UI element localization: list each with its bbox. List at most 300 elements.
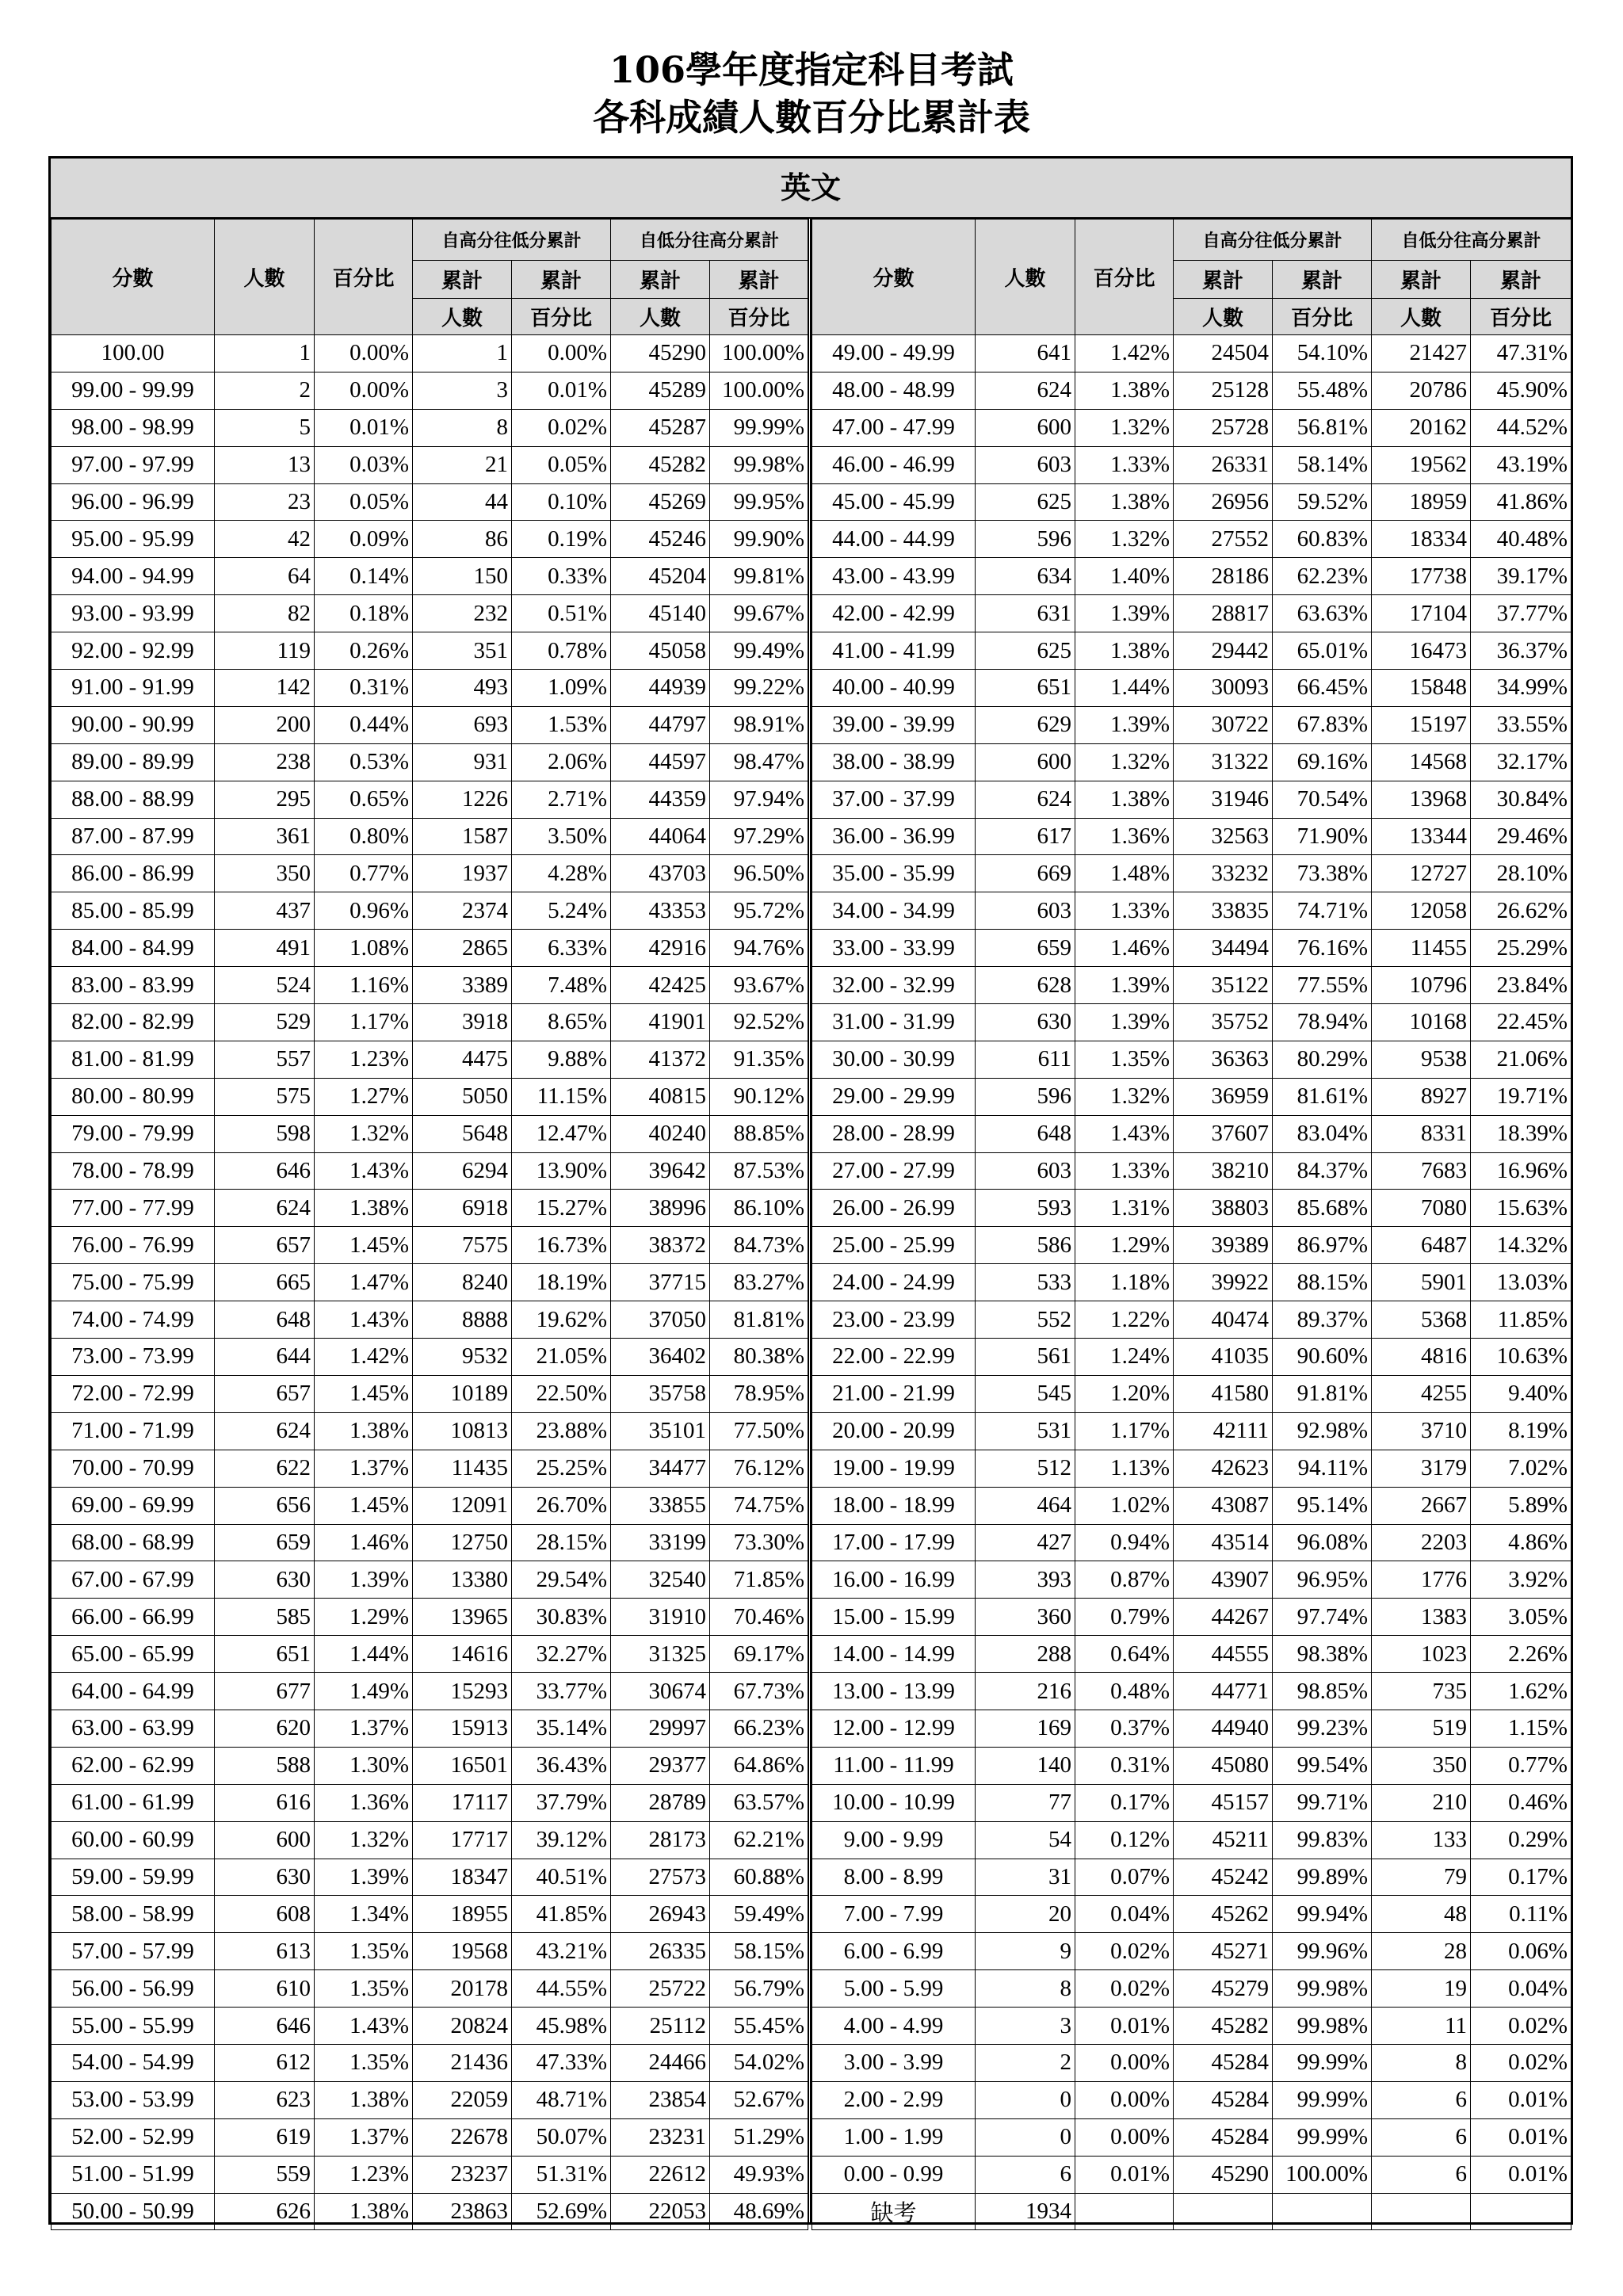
header-cum-count: 人數 [413, 299, 512, 335]
cell-count: 437 [215, 892, 315, 930]
header-cum: 累計 [611, 261, 710, 299]
cell-cum-count-low: 43353 [611, 892, 710, 930]
cell-percent: 1.38% [1075, 632, 1174, 670]
cell-cum-percent-low: 0.11% [1471, 1896, 1571, 1933]
table-row [52, 1784, 808, 1821]
cell-cum-count-high: 31946 [1174, 781, 1273, 818]
cell-cum-count-high: 35122 [1174, 967, 1273, 1004]
cell-cum-percent-high: 73.38% [1273, 855, 1372, 892]
cell-score: 91.00 - 91.99 [52, 670, 215, 707]
cell-cum-percent-low: 54.02% [710, 2044, 808, 2081]
cell-percent: 1.35% [1075, 1041, 1174, 1078]
left-table [51, 219, 808, 2230]
cell-cum-percent-low: 3.92% [1471, 1561, 1571, 1599]
cell-cum-count-low: 40240 [611, 1115, 710, 1152]
cell-cum-percent-low: 2.26% [1471, 1636, 1571, 1673]
cell-count: 393 [976, 1561, 1075, 1599]
table-row [812, 1599, 1571, 1636]
cell-percent: 1.40% [1075, 558, 1174, 595]
cell-percent: 1.17% [1075, 1412, 1174, 1450]
table-row [52, 781, 808, 818]
header-cum: 累計 [710, 261, 808, 299]
cell-count: 533 [976, 1264, 1075, 1301]
cell-cum-percent-high: 91.81% [1273, 1375, 1372, 1412]
cell-cum-count-high: 26331 [1174, 446, 1273, 483]
cell-cum-percent-low: 74.75% [710, 1487, 808, 1524]
header-cum: 累計 [1372, 261, 1471, 299]
cell-cum-percent-low: 94.76% [710, 930, 808, 967]
cell-cum-count-low: 42425 [611, 967, 710, 1004]
cell-cum-count-low: 20786 [1372, 372, 1471, 409]
cell-cum-count-low: 29377 [611, 1747, 710, 1784]
cell-cum-count-low: 18959 [1372, 483, 1471, 521]
cell-cum-percent-high: 0.00% [512, 335, 611, 372]
cell-score: 82.00 - 82.99 [52, 1004, 215, 1041]
cell-cum-percent-low: 84.73% [710, 1227, 808, 1264]
cell-percent: 0.80% [315, 818, 413, 855]
cell-cum-percent-low: 67.73% [710, 1673, 808, 1710]
cell-cum-percent-high: 8.65% [512, 1004, 611, 1041]
cell-cum-percent-low: 16.96% [1471, 1152, 1571, 1190]
cell-cum-percent-high: 99.94% [1273, 1896, 1372, 1933]
cell-percent: 0.14% [315, 558, 413, 595]
cell-cum-percent-low: 41.86% [1471, 483, 1571, 521]
cell-cum-count-low: 20162 [1372, 409, 1471, 446]
cell-score: 32.00 - 32.99 [812, 967, 976, 1004]
table-row [52, 2118, 808, 2156]
cell-cum-percent-high: 98.38% [1273, 1636, 1372, 1673]
cell-cum-count-high: 45271 [1174, 1933, 1273, 1970]
cell-cum-percent-low: 13.03% [1471, 1264, 1571, 1301]
cell-percent: 0.05% [315, 483, 413, 521]
cell-cum-count-high: 21436 [413, 2044, 512, 2081]
cell-percent: 1.33% [1075, 892, 1174, 930]
cell-cum-count-low: 6 [1372, 2118, 1471, 2156]
cell-cum-percent-high: 99.98% [1273, 1970, 1372, 2008]
cell-cum-percent-low [1471, 2193, 1571, 2230]
cell-count: 531 [976, 1412, 1075, 1450]
table-row [52, 632, 808, 670]
cell-cum-count-low: 11 [1372, 2008, 1471, 2045]
cell-cum-percent-low: 99.49% [710, 632, 808, 670]
cell-cum-count-high: 45284 [1174, 2118, 1273, 2156]
table-row [52, 1636, 808, 1673]
cell-score: 23.00 - 23.99 [812, 1301, 976, 1339]
table-row [52, 1487, 808, 1524]
cell-cum-percent-low: 70.46% [710, 1599, 808, 1636]
table-row [812, 1561, 1571, 1599]
cell-score: 95.00 - 95.99 [52, 521, 215, 558]
cell-score: 71.00 - 71.99 [52, 1412, 215, 1450]
cell-cum-percent-high: 0.19% [512, 521, 611, 558]
cell-cum-count-high: 45279 [1174, 1970, 1273, 2008]
table-row [812, 2118, 1571, 2156]
cell-cum-percent-high: 2.71% [512, 781, 611, 818]
header-cum: 累計 [1273, 261, 1372, 299]
table-row [52, 1450, 808, 1487]
cell-cum-percent-low: 4.86% [1471, 1524, 1571, 1561]
cell-cum-count-low: 41901 [611, 1004, 710, 1041]
cell-score: 35.00 - 35.99 [812, 855, 976, 892]
cell-cum-percent-low: 32.17% [1471, 743, 1571, 781]
cell-cum-percent-low: 63.57% [710, 1784, 808, 1821]
cell-cum-percent-high: 45.98% [512, 2008, 611, 2045]
header-low-to-high: 自低分往高分累計 [1372, 220, 1571, 261]
cell-score: 85.00 - 85.99 [52, 892, 215, 930]
table-row [812, 855, 1571, 892]
cell-cum-percent-high: 92.98% [1273, 1412, 1372, 1450]
cell-cum-count-low: 19562 [1372, 446, 1471, 483]
table-row [812, 1375, 1571, 1412]
cell-cum-count-high: 16501 [413, 1747, 512, 1784]
cell-cum-percent-high: 29.54% [512, 1561, 611, 1599]
cell-cum-count-low: 210 [1372, 1784, 1471, 1821]
cell-score: 47.00 - 47.99 [812, 409, 976, 446]
cell-cum-percent-high: 37.79% [512, 1784, 611, 1821]
cell-cum-count-high: 6918 [413, 1190, 512, 1227]
cell-score: 86.00 - 86.99 [52, 855, 215, 892]
cell-cum-percent-low: 58.15% [710, 1933, 808, 1970]
cell-percent: 1.38% [1075, 483, 1174, 521]
table-row [52, 1747, 808, 1784]
cell-cum-count-low: 45269 [611, 483, 710, 521]
cell-percent: 1.08% [315, 930, 413, 967]
cell-cum-percent-low: 96.50% [710, 855, 808, 892]
cell-cum-percent-low: 14.32% [1471, 1227, 1571, 1264]
cell-count: 54 [976, 1821, 1075, 1859]
cell-percent: 1.36% [1075, 818, 1174, 855]
cell-cum-count-low: 15848 [1372, 670, 1471, 707]
cell-count: 644 [215, 1339, 315, 1376]
table-row [812, 1450, 1571, 1487]
cell-score: 14.00 - 14.99 [812, 1636, 976, 1673]
table-row [52, 1561, 808, 1599]
cell-cum-percent-high: 22.50% [512, 1375, 611, 1412]
cell-percent: 0.31% [315, 670, 413, 707]
cell-score: 68.00 - 68.99 [52, 1524, 215, 1561]
cell-cum-count-low: 31325 [611, 1636, 710, 1673]
cell-cum-count-high: 30722 [1174, 706, 1273, 743]
cell-cum-count-low: 6 [1372, 2081, 1471, 2118]
cell-cum-count-high: 43907 [1174, 1561, 1273, 1599]
cell-score: 84.00 - 84.99 [52, 930, 215, 967]
cell-percent: 1.38% [1075, 372, 1174, 409]
cell-cum-count-low: 11455 [1372, 930, 1471, 967]
cell-score: 26.00 - 26.99 [812, 1190, 976, 1227]
cell-score: 15.00 - 15.99 [812, 1599, 976, 1636]
cell-cum-percent-high: 4.28% [512, 855, 611, 892]
cell-count: 617 [976, 818, 1075, 855]
cell-cum-percent-high: 36.43% [512, 1747, 611, 1784]
cell-cum-count-low: 8331 [1372, 1115, 1471, 1152]
cell-cum-percent-high: 99.89% [1273, 1859, 1372, 1896]
table-row [812, 1524, 1571, 1561]
cell-cum-count-high: 36363 [1174, 1041, 1273, 1078]
cell-cum-count-high: 45080 [1174, 1747, 1273, 1784]
table-row [812, 1152, 1571, 1190]
cell-score: 87.00 - 87.99 [52, 818, 215, 855]
cell-percent: 1.32% [1075, 1078, 1174, 1115]
cell-cum-percent-low: 90.12% [710, 1078, 808, 1115]
table-row [52, 743, 808, 781]
subject-heading: 英文 [51, 159, 1571, 219]
cell-cum-percent-high: 55.48% [1273, 372, 1372, 409]
cell-cum-percent-low: 1.62% [1471, 1673, 1571, 1710]
cell-cum-percent-low: 3.05% [1471, 1599, 1571, 1636]
table-row [52, 1004, 808, 1041]
cell-cum-count-high: 44940 [1174, 1710, 1273, 1747]
cell-count: 631 [976, 595, 1075, 632]
table-row [812, 930, 1571, 967]
cell-count: 0 [976, 2118, 1075, 2156]
cell-percent: 1.46% [1075, 930, 1174, 967]
cell-score: 49.00 - 49.99 [812, 335, 976, 372]
cell-cum-percent-low: 81.81% [710, 1301, 808, 1339]
cell-cum-percent-low: 28.10% [1471, 855, 1571, 892]
table-row [812, 2193, 1571, 2230]
table-row [52, 2156, 808, 2193]
cell-cum-count-low: 39642 [611, 1152, 710, 1190]
cell-cum-count-low: 2203 [1372, 1524, 1471, 1561]
cell-percent: 0.96% [315, 892, 413, 930]
cell-cum-percent-low: 60.88% [710, 1859, 808, 1896]
cell-percent: 1.23% [315, 1041, 413, 1078]
cell-cum-percent-high: 2.06% [512, 743, 611, 781]
cell-cum-percent-high: 99.83% [1273, 1821, 1372, 1859]
cell-score: 57.00 - 57.99 [52, 1933, 215, 1970]
cell-cum-count-low: 37050 [611, 1301, 710, 1339]
cell-cum-count-high: 45284 [1174, 2081, 1273, 2118]
cell-cum-percent-high: 32.27% [512, 1636, 611, 1673]
cell-cum-count-high: 36959 [1174, 1078, 1273, 1115]
table-row [812, 670, 1571, 707]
cell-count: 623 [215, 2081, 315, 2118]
cell-cum-percent-high: 28.15% [512, 1524, 611, 1561]
cell-cum-percent-high: 88.15% [1273, 1264, 1372, 1301]
cell-count: 464 [976, 1487, 1075, 1524]
cell-cum-count-low: 24466 [611, 2044, 710, 2081]
cell-percent: 1.43% [315, 2008, 413, 2045]
table-row [812, 706, 1571, 743]
cell-score: 92.00 - 92.99 [52, 632, 215, 670]
cell-cum-percent-high: 9.88% [512, 1041, 611, 1078]
cell-cum-percent-low: 0.17% [1471, 1859, 1571, 1896]
cell-percent: 1.36% [315, 1784, 413, 1821]
cell-percent: 0.00% [315, 372, 413, 409]
cell-count: 648 [976, 1115, 1075, 1152]
cell-count: 238 [215, 743, 315, 781]
cell-cum-percent-high: 99.99% [1273, 2044, 1372, 2081]
cell-cum-count-low: 45204 [611, 558, 710, 595]
cell-percent: 1.39% [315, 1561, 413, 1599]
cell-cum-percent-low: 1.15% [1471, 1710, 1571, 1747]
cell-score: 6.00 - 6.99 [812, 1933, 976, 1970]
cell-cum-percent-low: 0.06% [1471, 1933, 1571, 1970]
cell-percent: 0.37% [1075, 1710, 1174, 1747]
cell-percent: 0.00% [1075, 2044, 1174, 2081]
cell-cum-percent-high: 54.10% [1273, 335, 1372, 372]
cell-cum-percent-low: 99.99% [710, 409, 808, 446]
cell-cum-count-high: 1937 [413, 855, 512, 892]
cell-cum-count-low: 17738 [1372, 558, 1471, 595]
cell-count: 529 [215, 1004, 315, 1041]
table-row [812, 1859, 1571, 1896]
cell-score: 缺考 [812, 2193, 976, 2230]
table-row [812, 1636, 1571, 1673]
cell-score: 2.00 - 2.99 [812, 2081, 976, 2118]
cell-score: 13.00 - 13.99 [812, 1673, 976, 1710]
cell-count: 9 [976, 1933, 1075, 1970]
cell-score: 29.00 - 29.99 [812, 1078, 976, 1115]
cell-cum-percent-high: 6.33% [512, 930, 611, 967]
cell-cum-percent-low: 34.99% [1471, 670, 1571, 707]
cell-cum-count-high: 31322 [1174, 743, 1273, 781]
cell-percent: 0.04% [1075, 1896, 1174, 1933]
cell-cum-percent-high: 19.62% [512, 1301, 611, 1339]
cell-cum-count-low: 45287 [611, 409, 710, 446]
table-row [812, 2044, 1571, 2081]
cell-cum-count-low: 48 [1372, 1896, 1471, 1933]
cell-cum-percent-high: 23.88% [512, 1412, 611, 1450]
cell-percent: 0.17% [1075, 1784, 1174, 1821]
cell-count: 64 [215, 558, 315, 595]
cell-score: 76.00 - 76.99 [52, 1227, 215, 1264]
cell-cum-percent-low: 0.02% [1471, 2008, 1571, 2045]
cell-cum-percent-low: 98.47% [710, 743, 808, 781]
cell-percent: 1.35% [315, 1933, 413, 1970]
cell-score: 43.00 - 43.99 [812, 558, 976, 595]
cell-cum-percent-high: 52.69% [512, 2193, 611, 2230]
cell-cum-percent-low: 21.06% [1471, 1041, 1571, 1078]
cell-count: 596 [976, 521, 1075, 558]
table-row [812, 1487, 1571, 1524]
cell-score: 52.00 - 52.99 [52, 2118, 215, 2156]
cell-cum-count-high: 38210 [1174, 1152, 1273, 1190]
cell-cum-percent-high: 98.85% [1273, 1673, 1372, 1710]
cell-cum-percent-low: 77.50% [710, 1412, 808, 1450]
cell-cum-count-low: 31910 [611, 1599, 710, 1636]
table-row [812, 1784, 1571, 1821]
cell-cum-count-low: 25112 [611, 2008, 710, 2045]
cell-cum-percent-low: 86.10% [710, 1190, 808, 1227]
cell-percent: 0.09% [315, 521, 413, 558]
cell-count: 620 [215, 1710, 315, 1747]
cell-cum-count-high: 9532 [413, 1339, 512, 1376]
cell-cum-percent-low: 0.04% [1471, 1970, 1571, 2008]
table-row [52, 1375, 808, 1412]
cell-score: 36.00 - 36.99 [812, 818, 976, 855]
cell-cum-percent-high: 99.98% [1273, 2008, 1372, 2045]
cell-score: 40.00 - 40.99 [812, 670, 976, 707]
cell-cum-percent-low: 0.29% [1471, 1821, 1571, 1859]
cell-percent: 0.01% [1075, 2008, 1174, 2045]
cell-cum-percent-low: 64.86% [710, 1747, 808, 1784]
table-row [52, 1933, 808, 1970]
cell-cum-count-high: 21 [413, 446, 512, 483]
cell-count: 588 [215, 1747, 315, 1784]
cell-percent: 0.94% [1075, 1524, 1174, 1561]
cell-cum-count-high: 931 [413, 743, 512, 781]
table-row [812, 1821, 1571, 1859]
cell-cum-percent-high: 5.24% [512, 892, 611, 930]
cell-score: 46.00 - 46.99 [812, 446, 976, 483]
cell-count: 657 [215, 1227, 315, 1264]
cell-cum-percent-high: 1.53% [512, 706, 611, 743]
cell-percent: 0.87% [1075, 1561, 1174, 1599]
cell-cum-count-low: 36402 [611, 1339, 710, 1376]
cell-count: 295 [215, 781, 315, 818]
cell-cum-count-low: 18334 [1372, 521, 1471, 558]
cell-count: 524 [215, 967, 315, 1004]
cell-cum-percent-high: 96.95% [1273, 1561, 1372, 1599]
cell-cum-count-low: 15197 [1372, 706, 1471, 743]
cell-cum-count-low: 5901 [1372, 1264, 1471, 1301]
cell-count: 665 [215, 1264, 315, 1301]
cell-percent: 1.17% [315, 1004, 413, 1041]
cell-cum-count-low: 28173 [611, 1821, 710, 1859]
header-count: 人數 [976, 220, 1075, 335]
cell-cum-count-low: 13344 [1372, 818, 1471, 855]
cell-percent: 1.39% [1075, 595, 1174, 632]
cell-count: 575 [215, 1078, 315, 1115]
cell-score: 66.00 - 66.99 [52, 1599, 215, 1636]
cell-cum-count-high: 8888 [413, 1301, 512, 1339]
cell-percent: 0.18% [315, 595, 413, 632]
cell-percent: 1.44% [1075, 670, 1174, 707]
cell-cum-count-low: 41372 [611, 1041, 710, 1078]
table-row [812, 1710, 1571, 1747]
header-cum-percent: 百分比 [512, 299, 611, 335]
cell-score: 96.00 - 96.99 [52, 483, 215, 521]
table-row [52, 1339, 808, 1376]
table-row [812, 1747, 1571, 1784]
cell-cum-count-high: 3918 [413, 1004, 512, 1041]
cell-cum-count-high: 45282 [1174, 2008, 1273, 2045]
cell-cum-percent-high: 99.71% [1273, 1784, 1372, 1821]
cell-count: 624 [215, 1412, 315, 1450]
cell-cum-percent-high: 97.74% [1273, 1599, 1372, 1636]
cell-score: 38.00 - 38.99 [812, 743, 976, 781]
cell-cum-count-low: 735 [1372, 1673, 1471, 1710]
cell-cum-percent-low: 97.29% [710, 818, 808, 855]
cell-score: 41.00 - 41.99 [812, 632, 976, 670]
cell-cum-percent-high: 99.99% [1273, 2118, 1372, 2156]
cell-cum-count-high: 45284 [1174, 2044, 1273, 2081]
cell-cum-count-low: 22612 [611, 2156, 710, 2193]
cell-cum-percent-high: 0.05% [512, 446, 611, 483]
cell-percent: 1.44% [315, 1636, 413, 1673]
cell-cum-percent-high: 62.23% [1273, 558, 1372, 595]
cell-cum-count-high: 4475 [413, 1041, 512, 1078]
header-cum: 累計 [413, 261, 512, 299]
table-row [52, 1524, 808, 1561]
cell-percent: 0.07% [1075, 1859, 1174, 1896]
cell-cum-percent-high: 83.04% [1273, 1115, 1372, 1152]
cell-cum-percent-high: 99.96% [1273, 1933, 1372, 1970]
header-cum-count: 人數 [1174, 299, 1273, 335]
cell-cum-count-high: 45290 [1174, 2156, 1273, 2193]
table-row [812, 781, 1571, 818]
cell-score: 44.00 - 44.99 [812, 521, 976, 558]
table-row [52, 1710, 808, 1747]
cell-score: 63.00 - 63.99 [52, 1710, 215, 1747]
table-row [52, 1821, 808, 1859]
cell-score: 31.00 - 31.99 [812, 1004, 976, 1041]
cell-cum-percent-low: 59.49% [710, 1896, 808, 1933]
cell-score: 93.00 - 93.99 [52, 595, 215, 632]
cell-cum-percent-high: 99.23% [1273, 1710, 1372, 1747]
cell-cum-count-high: 15293 [413, 1673, 512, 1710]
